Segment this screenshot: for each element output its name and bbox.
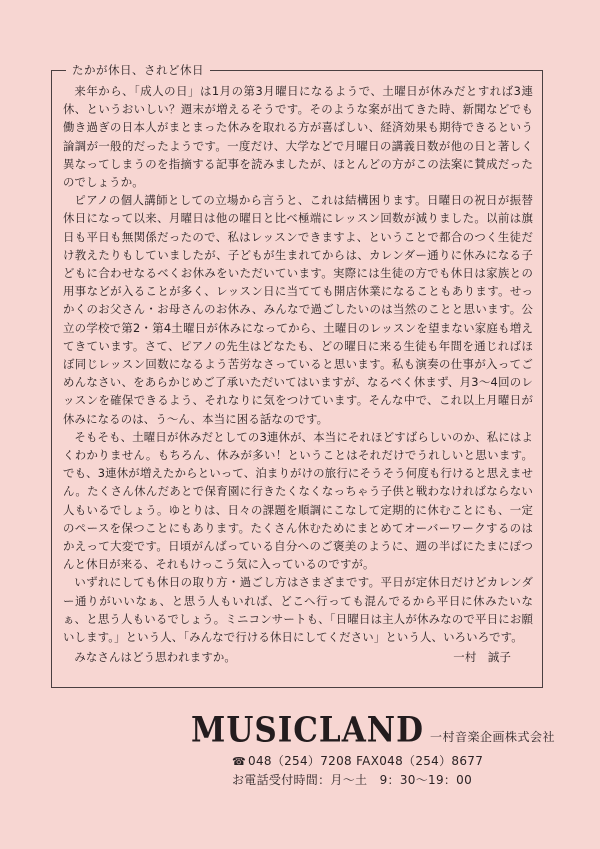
paragraph: ピアノの個人講師としての立場から言うと、これは結構困ります。日曜日の祝日が振替休日になって以来、月曜日は他の曜日と比べ極端にレッスン回数が減りました。以前は旗日も平日も無関係だったので、私はレッスンできますよ、ということで都合のつく生徒だけ教えたりもしていましたが、子どもが生まれてからは、カレンダー通りに休みになる子どもに合わせなるべくお休みをいただいています。実際には生徒の方でも休日は家族との用事などが入ることが多く、レッスン日に当てても開店休業になることもあります。せっかくのお父さん・お母さんのお休み、みんなで過ごしたいのは当然のことと思います。公立の学校で第2・第4土曜日が休みになってから、土曜日のレッスンを望まない家庭も増えてきています。さて、ピアノの先生はどなたも、どの曜日に来る生徒も年間を通じればほぼ同じレッスン回数になるよう苦労なさっていると思います。私も演奏の仕事が入ってごめんなさい、をあらかじめご了承いただいてはいますが、なるべく休まず、月3〜4回のレッスンを確保できるよう、それなりに気をつけています。そんな中で、これ以上月曜日が休みになるのは、う〜ん、本当に困る話なのです。 xyxy=(63,193,533,426)
article-title: たかが休日、されど休日 xyxy=(66,62,210,78)
musicland-logo: MUSICLAND xyxy=(191,709,424,751)
phone-line xyxy=(232,752,483,771)
telephone-icon: ☎ xyxy=(232,755,247,768)
closing-line xyxy=(63,648,533,666)
paragraph: そもそも、土曜日が休みだとしての3連休が、本当にそれほどすばらしいのか、私にはよくわかりません。もちろん、休みが多い！ということはそれだけでうれしいと思います。でも、3連休が増えたからといって、泊まりがけの旅行にそうそう何度も行けると思えません。たくさん休んだあとで保育園に行きたくなくなっちゃう子供と戦わなければならない人もいるでしょう。ゆとりは、日々の課題を順調にこなして定期的に休むことにも、一定のペースを保つことにもあります。たくさん休むためにまとめてオーバーワークするのはかえって大変です。日頃がんばっている自分へのご褒美のように、週の半ばにたまにぽつんと休日が来る、それもけっこう気に入っているのですが。 xyxy=(63,429,533,572)
paragraph: 来年から、「成人の日」は1月の第3月曜日になるようで、土曜日が休みだとすれば3連休、というおいしい？週末が増えるそうです。そのような案が出てきた時、新聞などでも働き過ぎの日本人がまとまった休みを取れる方が喜ばしい、経済効果も期待できるという論調が一般的だったようです。一度だけ、大学などで月曜日の講義日数が他の日と著しく異なってしまうのを指摘する記事を読みましたが、ほとんどの方がこの法案に賛成だったのでしょうか。 xyxy=(63,84,533,190)
phone-fax: 048（254）7208 FAX048（254）8677 xyxy=(248,754,484,768)
article-body xyxy=(63,82,533,667)
business-hours: お電話受付時間：月〜土 9：30〜19：00 xyxy=(232,773,473,787)
footer-brand xyxy=(191,709,555,751)
article-frame xyxy=(51,63,543,688)
author-name: 一村 誠子 xyxy=(453,650,511,665)
contact-info xyxy=(232,752,483,790)
company-name: 一村音楽企画株式会社 xyxy=(429,730,555,744)
closing-question: みなさんはどう思われますか。 xyxy=(74,650,236,665)
paragraph: いずれにしても休日の取り方・過ごし方はさまざまです。平日が定休日だけどカレンダー通りがいいなぁ、と思う人もいれば、どこへ行っても混んでるから平日に休みたいなぁ、と思う人もいるでしょう。ミニコンサートも、「日曜日は主人が休みなので平日にお願いします。」という人、「みんなで行ける休日にしてください」という人、いろいろです。 xyxy=(63,575,533,645)
